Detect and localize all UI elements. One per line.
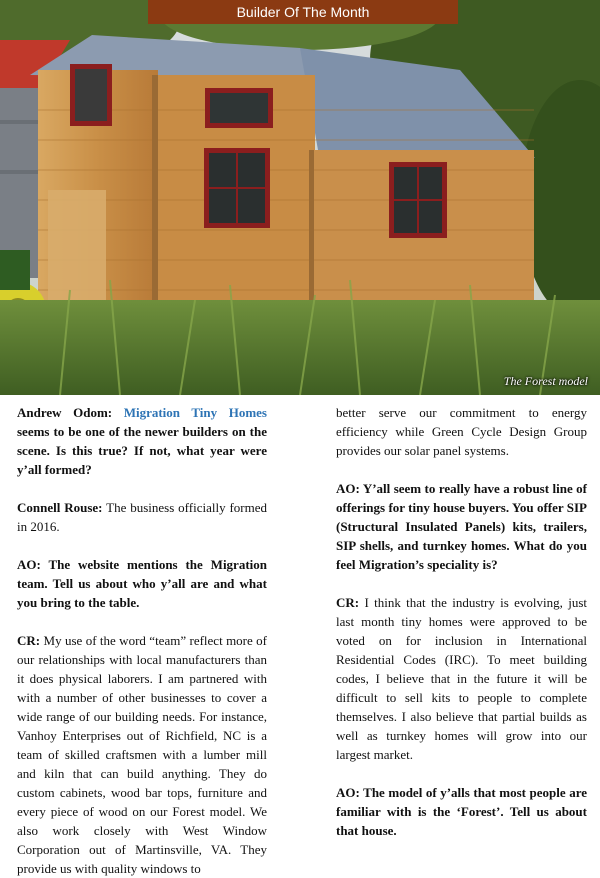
answer-3-label: CR: <box>336 595 360 610</box>
question-3-text: Y’all seem to really have a robust line of offerings for tiny house buyers. You offer SIP (Structural Insulated Panels) kits, trailers, SIP shells, and turnkey homes. What do you feel Migration’s speciality is? <box>336 481 587 572</box>
left-column <box>17 403 267 878</box>
question-2 <box>17 555 267 612</box>
question-4-text: The model of y’alls that most people are familiar with is the ‘Forest’. Tell us about that house. <box>336 785 588 838</box>
photo-caption: The Forest model <box>503 374 588 388</box>
question-4-label: AO: <box>336 785 360 800</box>
tiny-house-photo <box>0 0 600 395</box>
question-1-text: seems to be one of the newer builders on the scene. Is this true? If not, what year were y’all formed? <box>17 424 267 477</box>
answer-2-label: CR: <box>17 633 41 648</box>
answer-2-text: My use of the word “team” reflect more of our relationships with local manufacturers than it does physical laborers. I am partnered with with a number of other businesses to cover a wide range of our building needs. For instance, Vanhoy Enterprises out of Richfield, NC is a team of skilled craftsmen with a lumber mill and kiln that can build anything. They do custom cabinets, wood bar tops, furniture and every piece of wood on our Forest model. We also work closely with West Window Corporation out of Martinsville, VA. They provide us with quality windows to <box>17 633 268 876</box>
answer-1-text: The business officially formed in 2016. <box>17 500 267 534</box>
answer-2-continued: better serve our commitment to energy efficiency while Green Cycle Design Group provides our solar panel systems. <box>336 405 587 458</box>
answer-1 <box>17 498 267 536</box>
answer-3 <box>336 593 587 764</box>
question-3-label: AO: <box>336 481 360 496</box>
answer-2 <box>17 631 267 878</box>
question-2-label: AO: <box>17 557 41 572</box>
question-3 <box>336 479 587 574</box>
question-4 <box>336 783 587 840</box>
question-2-text: The website mentions the Migration team. Tell us about who y’all are and what you bring to the table. <box>17 557 267 610</box>
question-1-label: Andrew Odom: <box>17 405 113 420</box>
question-1 <box>17 403 267 479</box>
section-banner: Builder Of The Month <box>148 0 458 24</box>
answer-1-label: Connell Rouse: <box>17 500 103 515</box>
migration-tiny-homes-link[interactable]: Migration Tiny Homes <box>123 405 267 420</box>
answer-3-text: I think that the industry is evolving, just last month tiny homes were approved to be voted on for inclusion in International Residential Codes (IRC). To meet building codes, I believe that in the future it will be difficult to sell kits to people to complete themselves. I also believe that partial builds as well as turnkey homes will grow into our largest market. <box>336 595 588 762</box>
right-column <box>336 403 587 840</box>
